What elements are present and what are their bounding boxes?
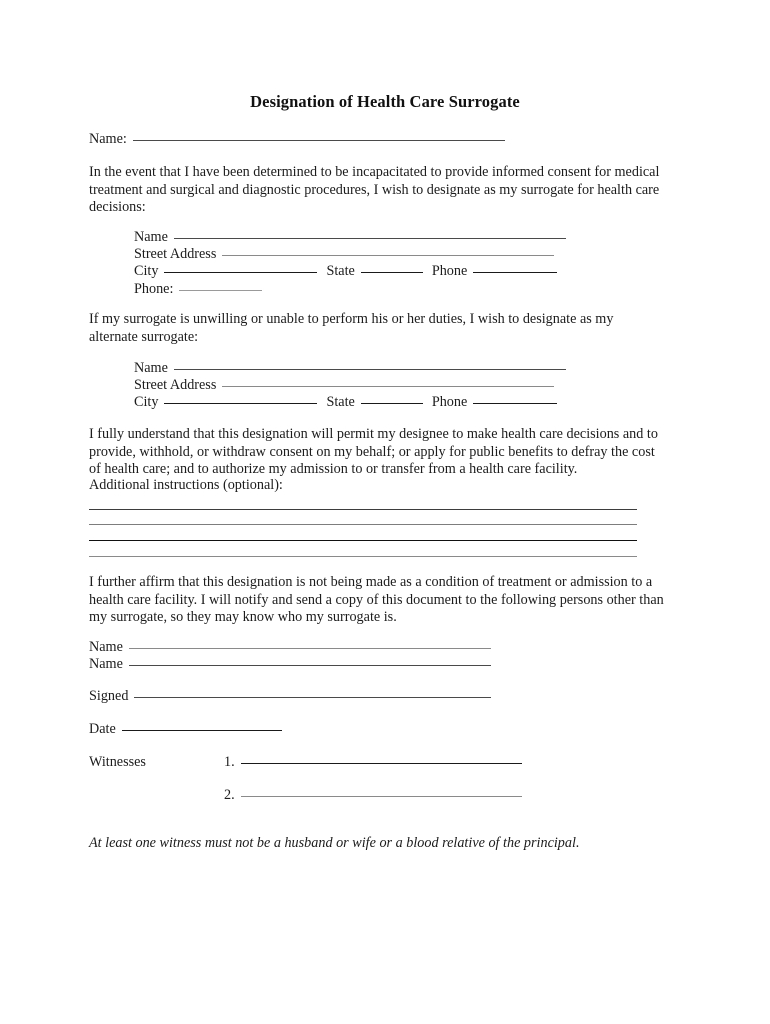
- alternate-state-label: State: [326, 394, 355, 410]
- surrogate-street-label: Street Address: [134, 246, 217, 262]
- field-row-date: [89, 721, 282, 738]
- surrogate-city-input-rule[interactable]: [164, 272, 317, 273]
- additional-instructions-line-4[interactable]: [89, 556, 637, 557]
- witness-row-1: [224, 754, 522, 771]
- alternate-state-input-rule[interactable]: [361, 403, 423, 404]
- field-row-surrogate-phone-secondary: [134, 281, 262, 298]
- alternate-city-label: City: [134, 394, 159, 410]
- paragraph-incapacitated-designation: In the event that I have been determined to be incapacitated to provide informed consent for medical treatment and surgical and diagnostic procedures, I wish to designate as my surrogate for health care decisions:: [89, 164, 660, 216]
- field-row-principal-name: [89, 131, 505, 148]
- notify-name-2-label: Name: [89, 656, 123, 672]
- field-row-surrogate-street: [134, 246, 554, 263]
- alternate-street-input-rule[interactable]: [222, 386, 554, 387]
- date-label: Date: [89, 721, 116, 737]
- field-row-alternate-city-state-phone: [134, 394, 557, 411]
- surrogate-name-input-rule[interactable]: [174, 238, 566, 239]
- alternate-name-input-rule[interactable]: [174, 369, 566, 370]
- surrogate-phone-label: Phone: [431, 263, 468, 279]
- notify-name-1-label: Name: [89, 639, 123, 655]
- witness-1-input-rule[interactable]: [241, 763, 522, 764]
- alternate-phone-label: Phone: [431, 394, 468, 410]
- field-row-alternate-name: [134, 360, 566, 377]
- paragraph-alternate-surrogate: If my surrogate is unwilling or unable to perform his or her duties, I wish to designate as my alternate surrogate:: [89, 311, 614, 345]
- witness-2-input-rule[interactable]: [241, 796, 522, 797]
- alternate-phone-input-rule[interactable]: [473, 403, 557, 404]
- alternate-street-label: Street Address: [134, 377, 217, 393]
- field-row-notify-name-1: [89, 639, 491, 656]
- additional-instructions-line-2[interactable]: [89, 524, 637, 525]
- additional-instructions-label: Additional instructions (optional):: [89, 477, 283, 493]
- principal-name-input-rule[interactable]: [133, 140, 505, 141]
- surrogate-phone-input-rule[interactable]: [473, 272, 557, 273]
- notify-name-1-input-rule[interactable]: [129, 648, 491, 649]
- field-row-alternate-street: [134, 377, 554, 394]
- alternate-name-label: Name: [134, 360, 168, 376]
- witness-row-2: [224, 787, 522, 804]
- witnesses-label: Witnesses: [89, 754, 146, 770]
- page-title: Designation of Health Care Surrogate: [250, 92, 520, 111]
- surrogate-phone-colon-label: Phone:: [134, 281, 174, 297]
- field-row-signed: [89, 688, 491, 705]
- surrogate-city-label: City: [134, 263, 159, 279]
- signed-input-rule[interactable]: [134, 697, 491, 698]
- additional-instructions-line-3[interactable]: [89, 540, 637, 541]
- surrogate-street-input-rule[interactable]: [222, 255, 554, 256]
- notify-name-2-input-rule[interactable]: [129, 665, 491, 666]
- additional-instructions-line-1[interactable]: [89, 509, 637, 510]
- field-row-notify-name-2: [89, 656, 491, 673]
- paragraph-understanding-of-designation: I fully understand that this designation will permit my designee to make health care decisions and to provide, withhold, or withdraw consent on my behalf; or apply for public benefits to defray the cost of health care; and to authorize my admission to or transfer from a health care facility.: [89, 426, 658, 478]
- signed-label: Signed: [89, 688, 129, 704]
- footer-note: At least one witness must not be a husband or wife or a blood relative of the principal.: [89, 835, 580, 851]
- witness-2-number: 2.: [224, 787, 235, 803]
- principal-name-label: Name:: [89, 131, 127, 147]
- surrogate-state-label: State: [326, 263, 355, 279]
- paragraph-affirmation-notify: I further affirm that this designation is not being made as a condition of treatment or admission to a health care facility. I will notify and send a copy of this document to the following persons other than my surrogate, so they may know who my surrogate is.: [89, 574, 664, 626]
- surrogate-name-label: Name: [134, 229, 168, 245]
- field-row-surrogate-city-state-phone: [134, 263, 557, 280]
- witness-1-number: 1.: [224, 754, 235, 770]
- alternate-city-input-rule[interactable]: [164, 403, 317, 404]
- date-input-rule[interactable]: [122, 730, 282, 731]
- surrogate-state-input-rule[interactable]: [361, 272, 423, 273]
- field-row-surrogate-name: [134, 229, 566, 246]
- surrogate-phone-secondary-input-rule[interactable]: [179, 290, 262, 291]
